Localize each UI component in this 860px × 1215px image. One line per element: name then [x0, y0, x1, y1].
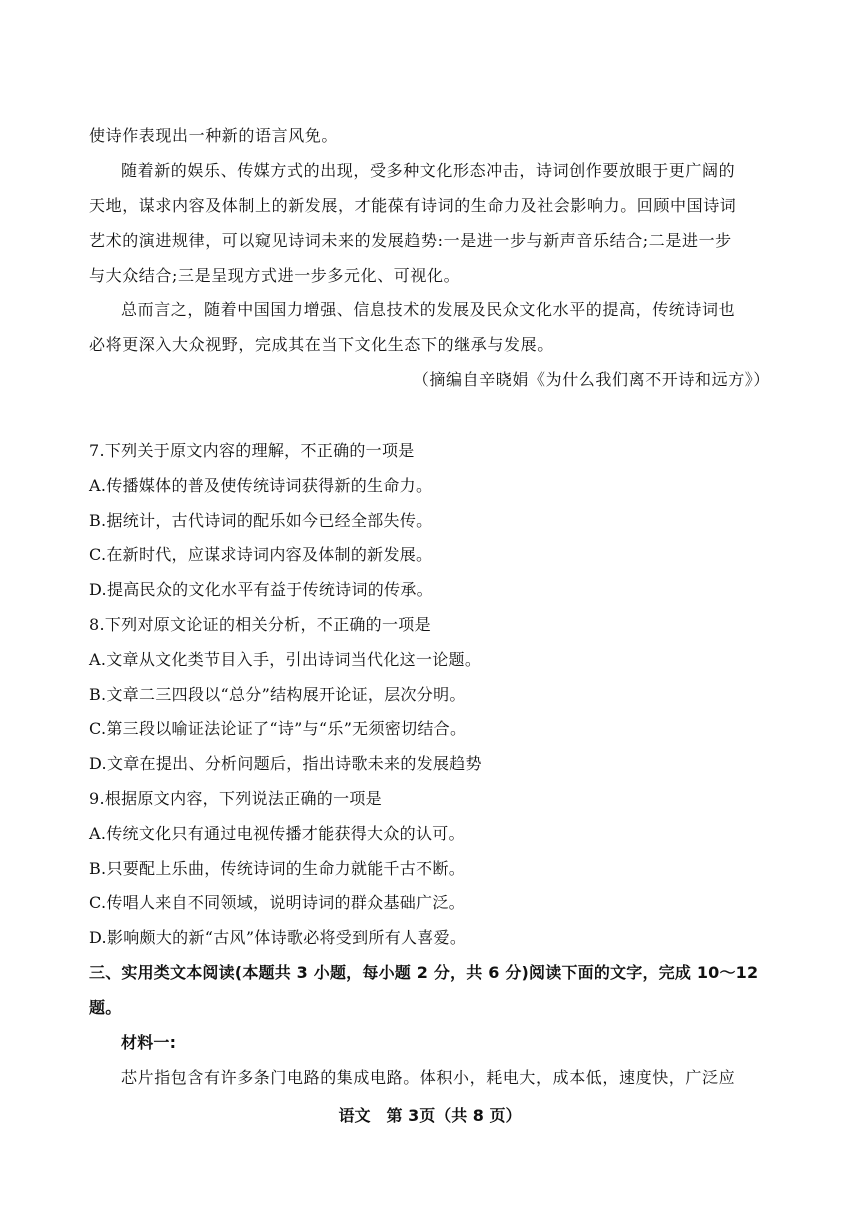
- passage-line: 艺术的演进规律，可以窥见诗词未来的发展趋势:一是进一步与新声音乐结合;二是进一步: [89, 231, 732, 250]
- option-b: B.文章二三四段以“总分”结构展开论证，层次分明。: [89, 685, 466, 704]
- option-b: B.只要配上乐曲，传统诗词的生命力就能千古不断。: [89, 859, 466, 878]
- section-heading-cont: 题。: [89, 998, 122, 1017]
- passage-line: 总而言之，随着中国国力增强、信息技术的发展及民众文化水平的提高，传统诗词也: [121, 300, 736, 319]
- question-stem: 9.根据原文内容，下列说法正确的一项是: [89, 789, 382, 808]
- passage-line: 使诗作表现出一种新的语言风免。: [89, 126, 339, 145]
- source-citation: （摘编自辛晓娟《为什么我们离不开诗和远方》）: [412, 370, 770, 389]
- section-heading: 三、实用类文本阅读(本题共 3 小题，每小题 2 分，共 6 分)阅读下面的文字，完成 10～12: [89, 963, 759, 982]
- material-text: 芯片指包含有许多条门电路的集成电路。体积小，耗电大，成本低，速度快，广泛应: [121, 1068, 736, 1087]
- option-b: B.据统计，古代诗词的配乐如今已经全部失传。: [89, 511, 433, 530]
- option-a: A.传播媒体的普及使传统诗词获得新的生命力。: [89, 476, 433, 495]
- passage-line: 与大众结合;三是呈现方式进一步多元化、可视化。: [89, 266, 461, 285]
- option-c: C.第三段以喻证法论证了“诗”与“乐”无须密切结合。: [89, 719, 467, 738]
- passage-line: 天地，谋求内容及体制上的新发展，才能葆有诗词的生命力及社会影响力。回顾中国诗词: [89, 196, 737, 215]
- material-label: 材料一:: [121, 1033, 177, 1052]
- option-a: A.传统文化只有通过电视传播才能获得大众的认可。: [89, 824, 465, 843]
- question-stem: 8.下列对原文论证的相关分析，不正确的一项是: [89, 615, 431, 634]
- option-c: C.传唱人来自不同领域，说明诗词的群众基础广泛。: [89, 893, 465, 912]
- option-d: D.提高民众的文化水平有益于传统诗词的传承。: [89, 580, 433, 599]
- option-d: D.影响颇大的新“古风”体诗歌必将受到所有人喜爱。: [89, 928, 467, 947]
- option-a: A.文章从文化类节目入手，引出诗词当代化这一论题。: [89, 650, 482, 669]
- option-d: D.文章在提出、分析问题后，指出诗歌未来的发展趋势: [89, 754, 482, 773]
- option-c: C.在新时代，应谋求诗词内容及体制的新发展。: [89, 545, 433, 564]
- question-stem: 7.下列关于原文内容的理解，不正确的一项是: [89, 441, 415, 460]
- passage-line: 必将更深入大众视野，完成其在当下文化生态下的继承与发展。: [89, 335, 554, 354]
- passage-line: 随着新的娱乐、传媒方式的出现，受多种文化形态冲击，诗词创作要放眼于更广阔的: [121, 161, 736, 180]
- page-footer: 语文 第 3页（共 8 页）: [338, 1106, 522, 1125]
